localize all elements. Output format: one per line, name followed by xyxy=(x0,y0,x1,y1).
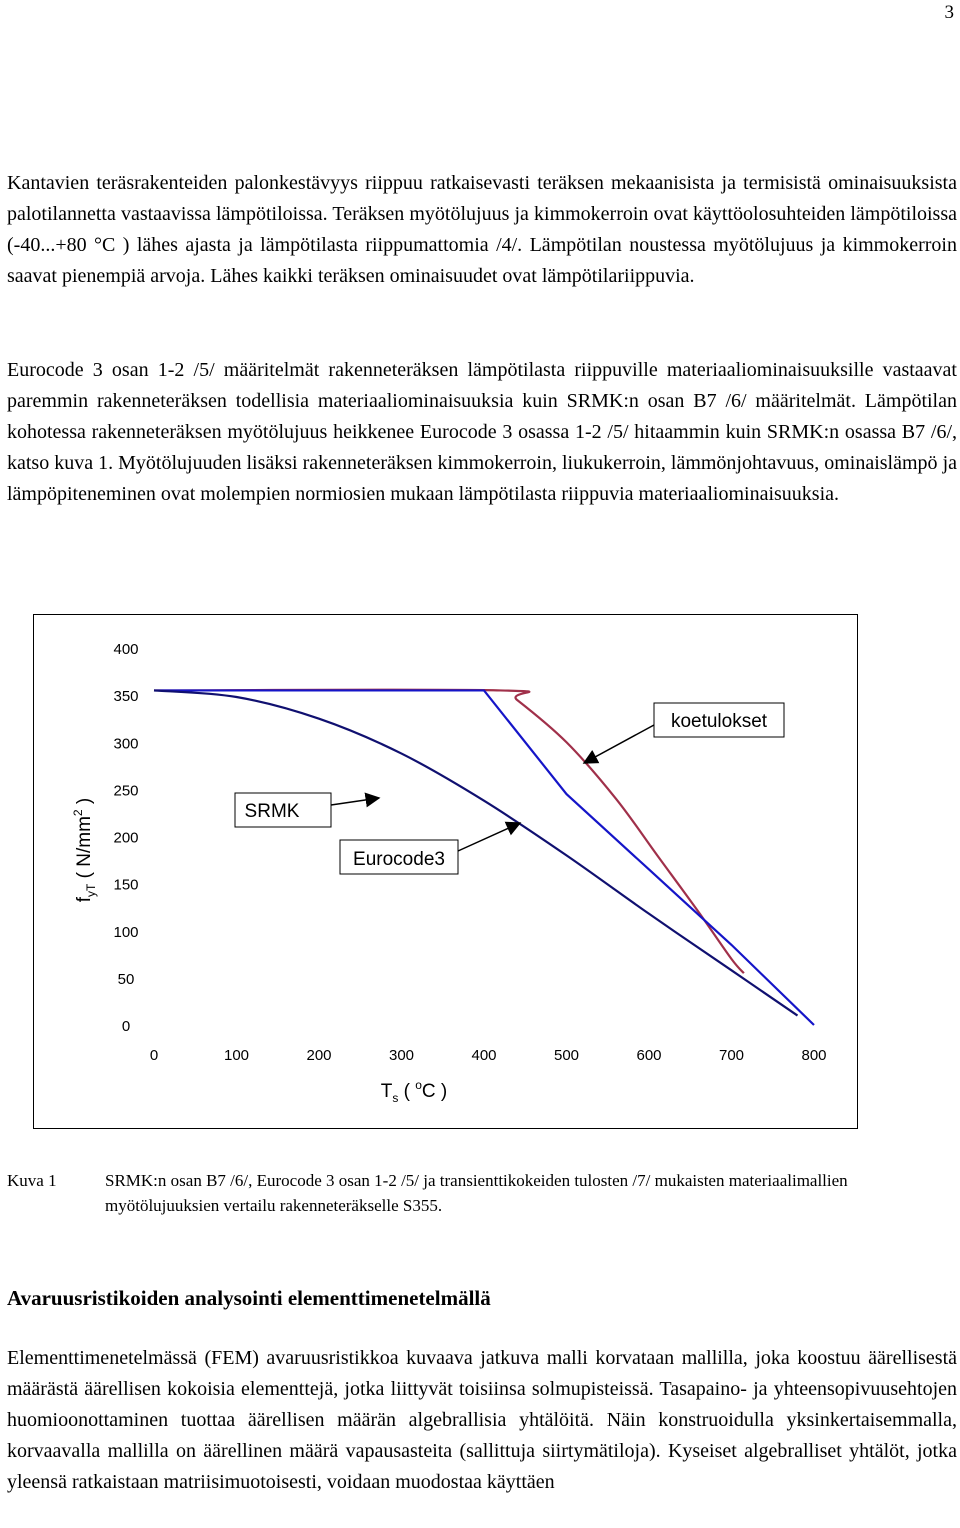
caption-text: SRMK:n osan B7 /6/, Eurocode 3 osan 1-2 /5/ ja transienttikokeiden tulosten /7/ mukaisten materiaalimallien myötölujuuksien vertailu rakenneteräkselle S355. xyxy=(105,1171,848,1215)
y-tick-label: 300 xyxy=(113,735,139,753)
x-tick-label: 700 xyxy=(718,1047,745,1064)
section-heading: Avaruusristikoiden analysointi elementtimenetelmällä xyxy=(7,1286,491,1310)
y-tick-label: 250 xyxy=(113,782,139,800)
body-paragraph-3: Elementtimenetelmässä (FEM) avaruusristikkoa kuvaava jatkuva malli korvataan mallilla, joka koostuu äärellisestä määrästä äärellisen kokoisia elementtejä, jotka liittyvät toisiinsa solmupisteissä. Tasapaino- ja yhteensopivuusehtojen huomioonottaminen tuottaa äärellisen määrän algebrallisia yhtälöitä. Näin konstruoidulla yksinkertaisemmalla, korvaavalla mallilla on äärellinen määrä vapausasteita (sallittuja siirtymätiloja). Kyseiset algebralliset yhtälöt, jotka yleensä ratkaistaan matriisimuotoisesti, voidaan muodostaa käyttäen xyxy=(7,1347,957,1493)
srmk-arrow xyxy=(331,798,379,805)
x-tick-label: 100 xyxy=(223,1047,250,1064)
x-tick-label: 600 xyxy=(636,1047,662,1064)
caption-label: Kuva 1 xyxy=(7,1171,57,1190)
yield-strength-chart xyxy=(34,615,859,1130)
x-tick-label: 800 xyxy=(801,1047,827,1064)
y-tick-label: 200 xyxy=(113,829,139,847)
y-tick-label: 400 xyxy=(113,641,139,658)
x-tick-label: 200 xyxy=(306,1047,332,1064)
x-axis-label: $T_s$ ( $^o$C ) xyxy=(380,1078,448,1105)
x-tick-label: 500 xyxy=(553,1047,580,1064)
y-tick-label: 350 xyxy=(113,688,139,706)
koetulokset-label: koetulokset xyxy=(670,711,768,732)
x-tick-label: 0 xyxy=(149,1047,159,1064)
eurocode3-label: Eurocode3 xyxy=(353,849,445,870)
page-number: 3 xyxy=(944,2,954,23)
y-tick-label: 100 xyxy=(113,923,139,941)
series-line-srmk xyxy=(154,690,798,1015)
figure-chart xyxy=(33,614,858,1129)
body-paragraph-1: Kantavien teräsrakenteiden palonkestävyys riippuu ratkaisevasti teräksen mekaanisista ja termisistä ominaisuuksista palotilannetta vastaavissa lämpötiloissa. Teräksen myötölujuus ja kimmokerroin ovat käyttöolosuhteiden lämpötiloissa (-40...+80 °C ) lähes ajasta ja lämpötilasta riippumattomia /4/. Lämpötilan noustessa myötölujuus ja kimmokerroin saavat pienempiä arvoja. Lähes kaikki teräksen ominaisuudet ovat lämpötilariippuvia. xyxy=(7,172,957,287)
eurocode3-arrow xyxy=(458,823,520,851)
x-tick-label: 300 xyxy=(388,1047,415,1064)
srmk-label: SRMK xyxy=(244,801,300,822)
x-tick-label: 400 xyxy=(471,1047,497,1064)
y-tick-label: 50 xyxy=(117,970,135,988)
koetulokset-arrow xyxy=(584,725,654,763)
y-tick-label: 0 xyxy=(121,1018,131,1035)
series-line-eurocode3 xyxy=(154,690,814,1025)
y-axis-label: $f_{yT}$ ( $N/mm^2$ ) xyxy=(71,797,98,903)
y-tick-label: 150 xyxy=(113,876,139,894)
body-paragraph-2: Eurocode 3 osan 1-2 /5/ määritelmät rakenneteräksen lämpötilasta riippuville materiaaliominaisuuksille vastaavat paremmin rakenneteräksen todellisia materiaaliominaisuuksia kuin SRMK:n osan B7 /6/ määritelmät. Lämpötilan kohotessa rakenneteräksen myötölujuus heikkenee Eurocode 3 osassa 1-2 /5/ hitaammin kuin SRMK:n osassa B7 /6/, katso kuva 1. Myötölujuuden lisäksi rakenneteräksen kimmokerroin, liukukerroin, lämmönjohtavuus, ominaislämpö ja lämpöpiteneminen ovat molempien normiosien mukaan lämpötilasta riippuvia materiaaliominaisuuksia. xyxy=(7,359,957,505)
